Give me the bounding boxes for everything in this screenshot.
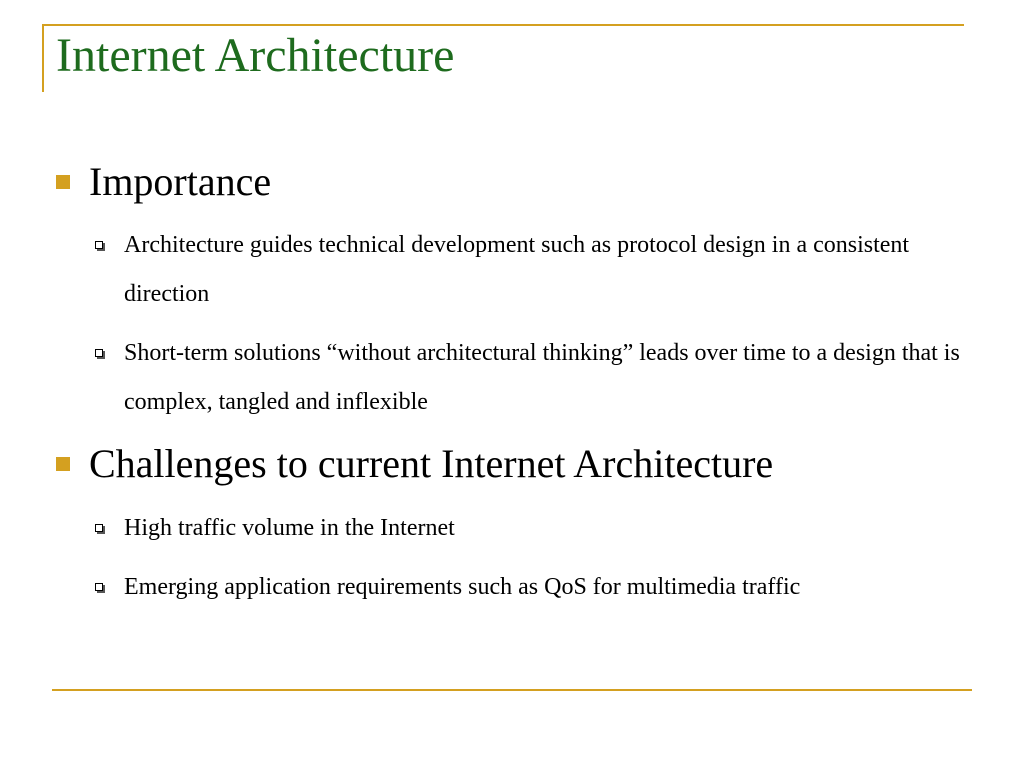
- hollow-square-bullet-icon: [95, 524, 103, 532]
- bottom-rule: [52, 689, 972, 691]
- bullet-text: Short-term solutions “without architectural thinking” leads over time to a design that is complex, tangled and inflexible: [124, 340, 960, 415]
- slide-title: Internet Architecture: [56, 29, 455, 82]
- hollow-square-bullet-icon: [95, 241, 103, 249]
- left-rule: [42, 24, 44, 92]
- hollow-square-bullet-icon: [95, 349, 103, 357]
- filled-square-bullet-icon: [56, 457, 70, 471]
- bullet-heading: Importance: [89, 159, 272, 204]
- filled-square-bullet-icon: [56, 175, 70, 189]
- hollow-square-bullet-icon: [95, 583, 103, 591]
- bullet-heading: Challenges to current Internet Architecture: [89, 441, 774, 486]
- bullet-text: Architecture guides technical development such as protocol design in a consistent direction: [124, 232, 910, 307]
- bullet-text: Emerging application requirements such as QoS for multimedia traffic: [124, 574, 801, 600]
- bullet-text: High traffic volume in the Internet: [124, 515, 455, 541]
